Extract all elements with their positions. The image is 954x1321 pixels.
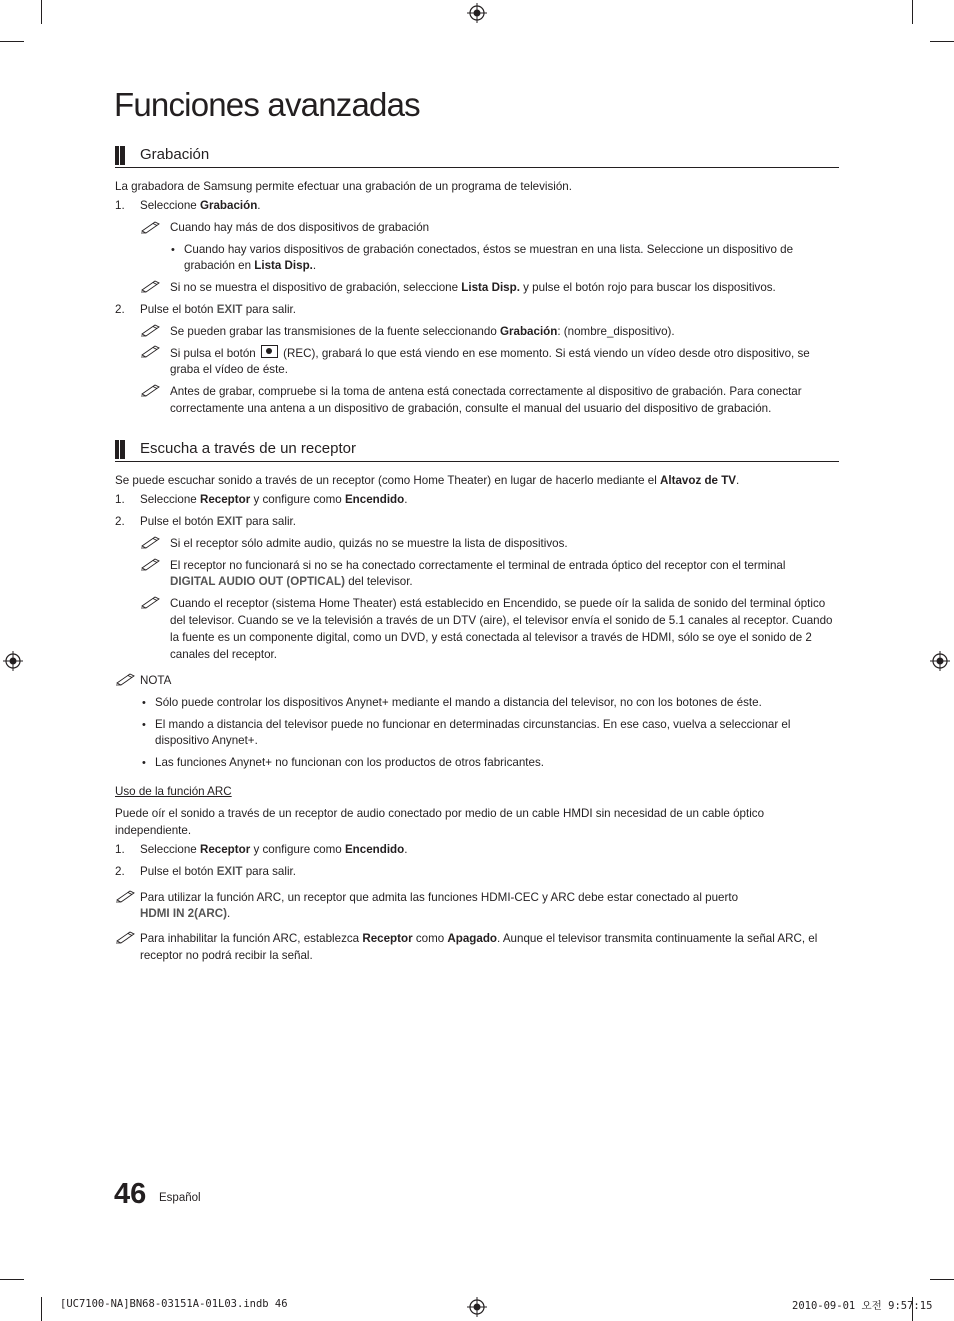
crop-mark (930, 1279, 954, 1280)
page-title: Funciones avanzadas (114, 86, 420, 123)
section-bar-icon (115, 146, 125, 165)
note-text: Se pueden grabar las transmisiones de la fuente seleccionando Grabación: (nombre_dispositivo). (170, 325, 675, 338)
pencil-note-icon (140, 535, 162, 549)
note-text: Antes de grabar, compruebe si la toma de antena está conectada correctamente al dispositivo de grabación. Para conectar (170, 385, 802, 398)
footer-date: 2010-09-01 오전 9:57:15 (792, 1300, 933, 1312)
note-text: Cuando hay más de dos dispositivos de grabación (170, 221, 430, 234)
crop-mark (0, 41, 24, 42)
bullet-text: Cuando hay varios dispositivos de grabación conectados, éstos se muestran en una lista. Seleccione un dispositivo de (184, 243, 794, 256)
step-text: Seleccione Receptor y configure como Encendido. (140, 843, 408, 856)
page-language: Español (159, 1192, 201, 1204)
note-text: Para utilizar la función ARC, un receptor que admita las funciones HDMI-CEC y ARC debe estar conectado al puerto (140, 891, 739, 904)
step-text: Pulse el botón EXIT para salir. (140, 865, 296, 878)
pencil-note-icon (140, 279, 162, 293)
bullet-text: dispositivo Anynet+. (155, 734, 258, 747)
pencil-note-icon (140, 344, 162, 358)
registration-mark-icon (467, 1297, 487, 1317)
bullet-icon: • (142, 719, 146, 731)
bullet-text: grabación en Lista Disp.. (184, 259, 317, 272)
section-heading-grabacion (115, 145, 839, 168)
step-text: Pulse el botón EXIT para salir. (140, 303, 296, 316)
pencil-note-icon (115, 672, 137, 686)
registration-mark-icon (3, 651, 23, 671)
note-text: El receptor no funcionará si no se ha conectado correctamente el terminal de entrada óptico del receptor con el terminal (170, 559, 786, 572)
crop-mark (41, 1297, 42, 1321)
bullet-text: Sólo puede controlar los dispositivos Anynet+ mediante el mando a distancia del televisor, no con los botones de éste. (155, 696, 762, 709)
note-text: la fuente es un componente digital, como un DVD, y está conectada al televisor a través de HDMI, sólo se oye el sonido de 2 (170, 631, 812, 644)
step-number: 1. (115, 493, 125, 506)
bullet-icon: • (142, 757, 146, 769)
note-text: correctamente una antena a un dispositivo de grabación, consulte el manual del usuario del dispositivo de grabación. (170, 402, 772, 415)
rec-button-icon (261, 345, 278, 358)
note-text: receptor no podrá recibir la señal. (140, 949, 313, 962)
crop-mark (912, 0, 913, 24)
crop-mark (0, 1279, 24, 1280)
bullet-text: Las funciones Anynet+ no funcionan con los productos de otros fabricantes. (155, 756, 544, 769)
note-text: Si no se muestra el dispositivo de grabación, seleccione Lista Disp. y pulse el botón rojo para buscar los dispositivos. (170, 281, 776, 294)
paragraph: independiente. (115, 824, 192, 837)
registration-mark-icon (467, 3, 487, 23)
crop-mark (930, 41, 954, 42)
step-number: 2. (115, 515, 125, 528)
note-text: graba el vídeo de éste. (170, 363, 288, 376)
crop-mark (41, 0, 42, 24)
bullet-icon: • (171, 244, 175, 256)
paragraph: Puede oír el sonido a través de un receptor de audio conectado por medio de un cable HMDI sin necesidad de un cable óptico (115, 807, 765, 820)
step-text: Seleccione Grabación. (140, 199, 261, 212)
note-text: del televisor. Cuando se ve la televisión a través de un DTV (aire), el televisor envía el sonido de 5.1 canales al receptor. Cuando (170, 614, 833, 627)
step-text: Seleccione Receptor y configure como Encendido. (140, 493, 408, 506)
pencil-note-icon (115, 889, 137, 903)
note-text: HDMI IN 2(ARC). (140, 907, 231, 920)
bullet-icon: • (142, 697, 146, 709)
step-number: 2. (115, 303, 125, 316)
subsection-heading: Uso de la función ARC (115, 785, 232, 798)
pencil-note-icon (140, 220, 162, 234)
section-heading-receptor (115, 439, 839, 462)
note-text: canales del receptor. (170, 648, 277, 661)
registration-mark-icon (930, 651, 950, 671)
note-text: Si pulsa el botón (REC), grabará lo que está viendo en ese momento. Si está viendo un vídeo desde otro dispositivo, se (170, 347, 810, 360)
pencil-note-icon (140, 557, 162, 571)
step-number: 1. (115, 843, 125, 856)
bullet-text: El mando a distancia del televisor puede no funcionar en determinadas circunstancias. En ese caso, vuelva a seleccionar el (155, 718, 791, 731)
step-number: 1. (115, 199, 125, 212)
nota-label: NOTA (140, 674, 172, 687)
pencil-note-icon (115, 930, 137, 944)
pencil-note-icon (140, 595, 162, 609)
step-number: 2. (115, 865, 125, 878)
paragraph: Se puede escuchar sonido a través de un receptor (como Home Theater) en lugar de hacerlo mediante el Altavoz de TV. (115, 474, 740, 487)
page-number: 46 (114, 1178, 147, 1210)
note-text: Para inhabilitar la función ARC, establezca Receptor como Apagado. Aunque el televisor transmita continuamente la señal ARC, el (140, 932, 818, 945)
note-text: DIGITAL AUDIO OUT (OPTICAL) del televisor. (170, 575, 413, 588)
section-heading-text: Escucha a través de un receptor (140, 440, 356, 457)
footer-file-info: [UC7100-NA]BN68-03151A-01L03.indb 46 (60, 1298, 288, 1310)
note-text: Si el receptor sólo admite audio, quizás no se muestre la lista de dispositivos. (170, 537, 568, 550)
note-text: Cuando el receptor (sistema Home Theater) está establecido en Encendido, se puede oír la salida de sonido del terminal óptico (170, 597, 826, 610)
paragraph: La grabadora de Samsung permite efectuar una grabación de un programa de televisión. (115, 180, 572, 193)
step-text: Pulse el botón EXIT para salir. (140, 515, 296, 528)
pencil-note-icon (140, 323, 162, 337)
section-heading-text: Grabación (140, 146, 210, 163)
pencil-note-icon (140, 383, 162, 397)
section-bar-icon (115, 440, 125, 459)
